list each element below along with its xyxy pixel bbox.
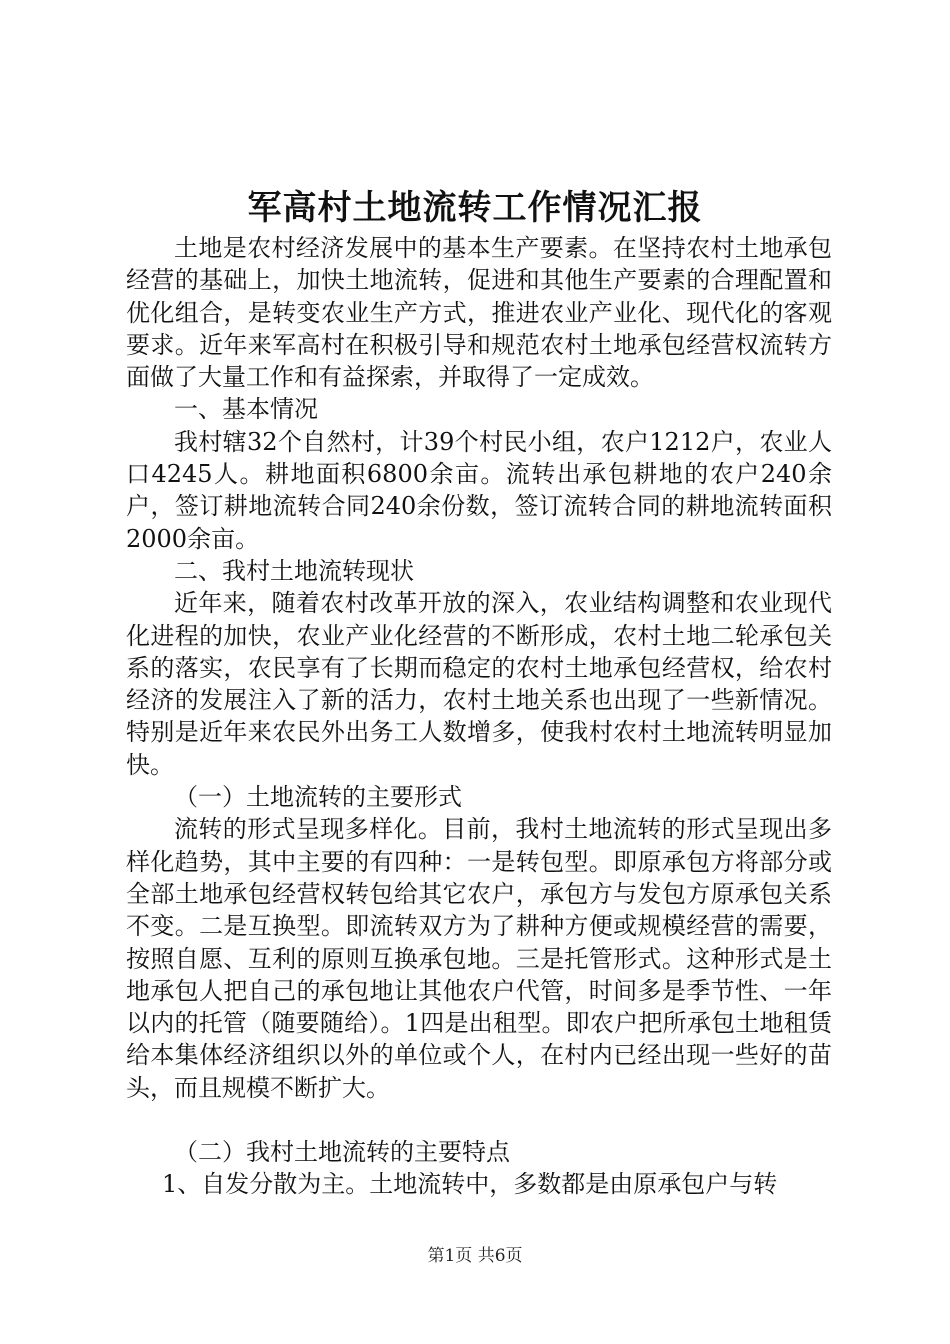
feature-item-1: 1、自发分散为主。土地流转中，多数都是由原承包户与转: [162, 1170, 778, 1199]
section-heading-basic-situation: 一、基本情况: [174, 395, 318, 424]
subsection-heading-main-features: （二）我村土地流转的主要特点: [174, 1138, 510, 1167]
subsection-heading-main-forms: （一）土地流转的主要形式: [174, 783, 462, 812]
intro-paragraph: 土地是农村经济发展中的基本生产要素。在坚持农村土地承包经营的基础上，加快土地流转，促进和其他生产要素的合理配置和优化组合，是转变农业生产方式，推进农业产业化、现代化的客观要求。近年来军高村在积极引导和规范农村土地承包经营权流转方面做了大量工作和有益探索，并取得了一定成效。: [126, 234, 832, 392]
main-forms-paragraph: 流转的形式呈现多样化。目前，我村土地流转的形式呈现出多样化趋势，其中主要的有四种：一是转包型。即原承包方将部分或全部土地承包经营权转包给其它农户，承包方与发包方原承包关系不变。二是互换型。即流转双方为了耕种方便或规模经营的需要，按照自愿、互利的原则互换承包地。三是托管形式。这种形式是土地承包人把自己的承包地让其他农户代管，时间多是季节性、一年以内的托管（随要随给）。1四是出租型。即农户把所承包土地租赁给本集体经济组织以外的单位或个人，在村内已经出现一些好的苗头，而且规模不断扩大。: [126, 815, 832, 1102]
current-status-paragraph: 近年来，随着农村改革开放的深入，农业结构调整和农业现代化进程的加快，农业产业化经营的不断形成，农村土地二轮承包关系的落实，农民享有了长期而稳定的农村土地承包经营权，给农村经济的发展注入了新的活力，农村土地关系也出现了一些新情况。特别是近年来农民外出务工人数增多，使我村农村土地流转明显加快。: [126, 589, 832, 779]
section-heading-current-status: 二、我村土地流转现状: [174, 556, 414, 585]
document-body: [126, 232, 832, 1201]
document-title: 军高村土地流转工作情况汇报: [247, 188, 703, 228]
page-number-footer: 第1页 共6页: [427, 1246, 523, 1266]
basic-situation-paragraph: 我村辖32个自然村，计39个村民小组，农户1212户，农业人口4245人。耕地面积6800余亩。流转出承包耕地的农户240余户，签订耕地流转合同240余份数，签订流转合同的耕地流转面积2000余亩。: [126, 427, 832, 553]
